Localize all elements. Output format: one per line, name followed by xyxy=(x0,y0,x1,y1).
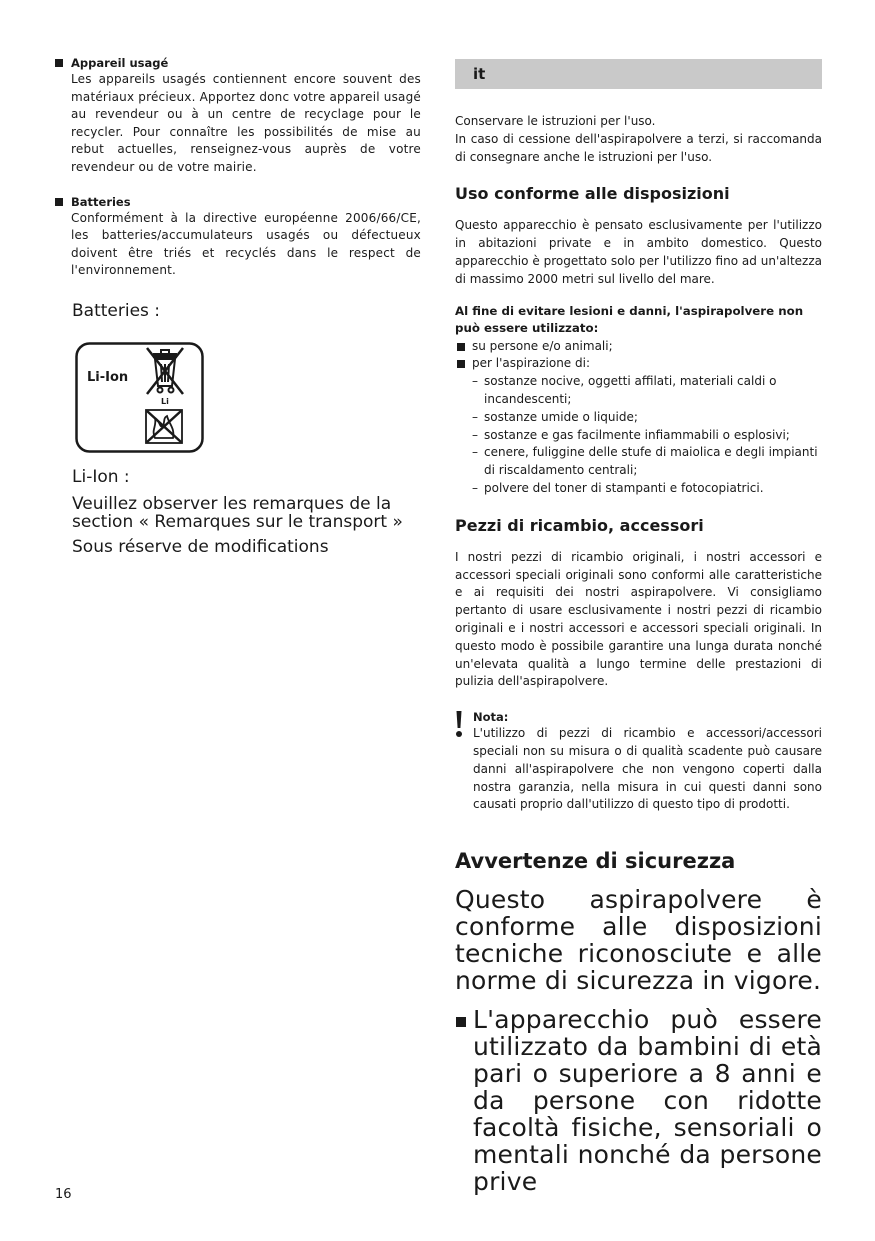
right-column xyxy=(455,59,822,1195)
transport-note: Veuillez observer les remarques de la section « Remarques sur le transport » xyxy=(72,493,403,532)
uso-text: Questo apparecchio è pensato esclusivamente per l'utilizzo in abitazioni private e in ambito domestico. Questo apparecchio è progettato solo per l'utilizzo fino ad un'altezza di massimo 2000 metri sul livello del mare. xyxy=(455,218,822,286)
square-bullet-icon xyxy=(457,343,465,351)
list-item: – cenere, fuliggine delle stufe di maiolica e degli impianti di riscaldamento centrali; xyxy=(472,445,818,478)
batteries-heading: Batteries xyxy=(55,194,421,210)
uso-warning: Al fine di evitare lesioni e danni, l'aspirapolvere non può essere utilizzato: xyxy=(455,303,804,336)
batteries-text: Conformément à la directive européenne 2006/66/CE, les batteries/accumulateurs usagés ou défectueux doivent être triés et recyclés dans le respect de l'environnement. xyxy=(71,210,421,278)
appareil-usage-text: Les appareils usagés contiennent encore souvent des matériaux précieux. Apportez donc votre appareil usagé au revendeur ou à un centre de recyclage pour le recycler. Pour connaître les possibilités de mise au rebut actuelles, renseignez-vous auprès de votre revendeur ou de votre mairie. xyxy=(71,72,421,174)
page-number: 16 xyxy=(55,1187,72,1202)
pezzi-heading: Pezzi di ricambio, accessori xyxy=(455,515,704,535)
list-item: su persone e/o animali; xyxy=(455,338,822,356)
section-batteries xyxy=(55,194,421,280)
nota-box xyxy=(455,709,822,814)
language-bar: it xyxy=(455,59,822,89)
li-symbol-text: Li xyxy=(161,396,169,406)
square-bullet-icon xyxy=(55,198,63,206)
battery-disposal-symbol xyxy=(75,342,205,454)
liion-symbol-text: Li-Ion xyxy=(87,369,129,385)
reserve-note: Sous réserve de modifications xyxy=(72,536,329,557)
batteries-label: Batteries : xyxy=(72,300,161,321)
list-item: – polvere del toner di stampanti e fotocopiatrici. xyxy=(472,480,764,495)
list-item: – sostanze umide o liquide; xyxy=(472,409,638,424)
left-column xyxy=(55,55,421,556)
list-item: – sostanze nocive, oggetti affilati, materiali caldi o incandescenti; xyxy=(472,374,777,406)
exclamation-icon xyxy=(455,709,463,739)
nota-text: L'utilizzo di pezzi di ricambio e accessori/accessori speciali non su misura o di qualità scadente può causare danni all'aspirapolvere che non vengono coperti dalla nostra garanzia, nella misura in cui questi danni sono causati proprio dall'utilizzo di questo tipo di prodotti. xyxy=(473,726,822,812)
liion-label: Li-Ion : xyxy=(72,466,130,487)
square-bullet-icon xyxy=(456,1017,466,1027)
sicurezza-text: Questo aspirapolvere è conforme alle disposizioni tecniche riconosciute e alle norme di sicurezza in vigore. xyxy=(455,885,822,996)
intro-line-1: Conservare le istruzioni per l'uso. xyxy=(455,114,656,128)
recycling-bin-icon xyxy=(75,342,205,454)
sicurezza-heading: Avvertenze di sicurezza xyxy=(455,849,736,874)
appareil-usage-heading: Appareil usagé xyxy=(55,55,421,71)
pezzi-text: I nostri pezzi di ricambio originali, i nostri accessori e accessori speciali originali sono conformi alle caratteristiche e ai requisiti dei nostri aspirapolvere. Vi consigliamo pertanto di usare esclusivamente i nostri pezzi di ricambio originali e i nostri accessori e accessori speciali originali. In questo modo è possibile garantire una lunga durata nonché un'elevata qualità a lungo termine delle prestazioni di pulizia dell'aspirapolvere. xyxy=(455,549,822,689)
intro-line-2: In caso di cessione dell'aspirapolvere a terzi, si raccomanda di consegnare anche le istruzioni per l'uso. xyxy=(455,131,822,164)
sicurezza-bullet: L'apparecchio può essere utilizzato da bambini di età pari o superiore a 8 anni e da persone con ridotte facoltà fisiche, sensoriali o mentali nonché da persone prive xyxy=(455,1006,822,1195)
square-bullet-icon xyxy=(55,59,63,67)
uso-heading: Uso conforme alle disposizioni xyxy=(455,184,730,204)
nota-title: Nota: xyxy=(473,710,509,725)
list-item: – sostanze e gas facilmente infiammabili o esplosivi; xyxy=(472,427,790,442)
section-appareil-usage xyxy=(55,55,421,177)
list-item: per l'aspirazione di: xyxy=(455,355,822,373)
uso-bullet-list xyxy=(455,338,822,374)
uso-sub-list xyxy=(455,373,822,498)
square-bullet-icon xyxy=(457,360,465,368)
